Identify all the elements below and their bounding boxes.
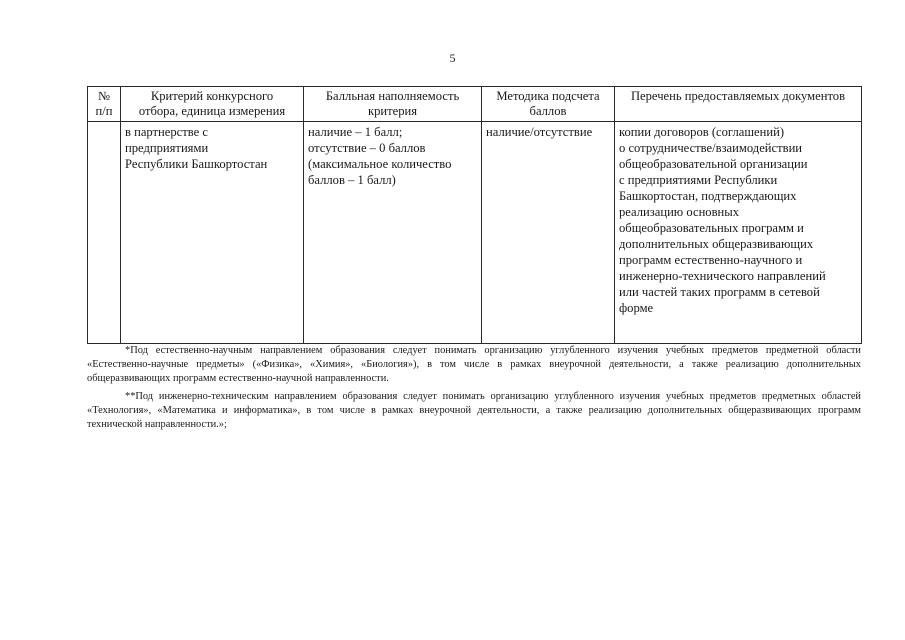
header-points: Балльная наполняемость критерия bbox=[304, 87, 482, 122]
cell-points: наличие – 1 балл; отсутствие – 0 баллов (максимальное количество баллов – 1 балл) bbox=[304, 122, 482, 344]
footnotes bbox=[87, 344, 861, 436]
table-row bbox=[88, 122, 862, 344]
header-criterion: Критерий конкурсного отбора, единица измерения bbox=[121, 87, 304, 122]
footnote-natural-science: *Под естественно-научным направлением образования следует понимать организацию углубленного изучения учебных предметов предметной области «Естественно-научные предметы» («Физика», «Химия», «Биология»), в том числе в рамках внеурочной деятельности, а также реализацию дополнительных общеразвивающих программ естественно-научной направленности. bbox=[87, 345, 861, 384]
header-documents: Перечень предоставляемых документов bbox=[615, 87, 862, 122]
cell-number bbox=[88, 122, 121, 344]
header-method: Методика подсчета баллов bbox=[482, 87, 615, 122]
header-number: № п/п bbox=[88, 87, 121, 122]
table-header-row bbox=[88, 87, 862, 122]
cell-documents: копии договоров (соглашений) о сотрудничестве/взаимодействии общеобразовательной организации с предприятиями Республики Башкортостан, подтверждающих реализацию основных общеобразовательных программ и дополнительных общеразвивающих программ естественно-научного и инженерно-технического направлений или частей таких программ в сетевой форме bbox=[615, 122, 862, 344]
criteria-table bbox=[87, 86, 862, 344]
footnote-engineering: **Под инженерно-техническим направлением образования следует понимать организацию углубленного изучения учебных предметов предметных областей «Технология», «Математика и информатика», в том числе в рамках внеурочной деятельности, а также реализацию дополнительных общеразвивающих программ технической направленности.»; bbox=[87, 391, 861, 430]
page-number: 5 bbox=[449, 51, 456, 65]
cell-method: наличие/отсутствие bbox=[482, 122, 615, 344]
cell-criterion: в партнерстве с предприятиями Республики Башкортостан bbox=[121, 122, 304, 344]
